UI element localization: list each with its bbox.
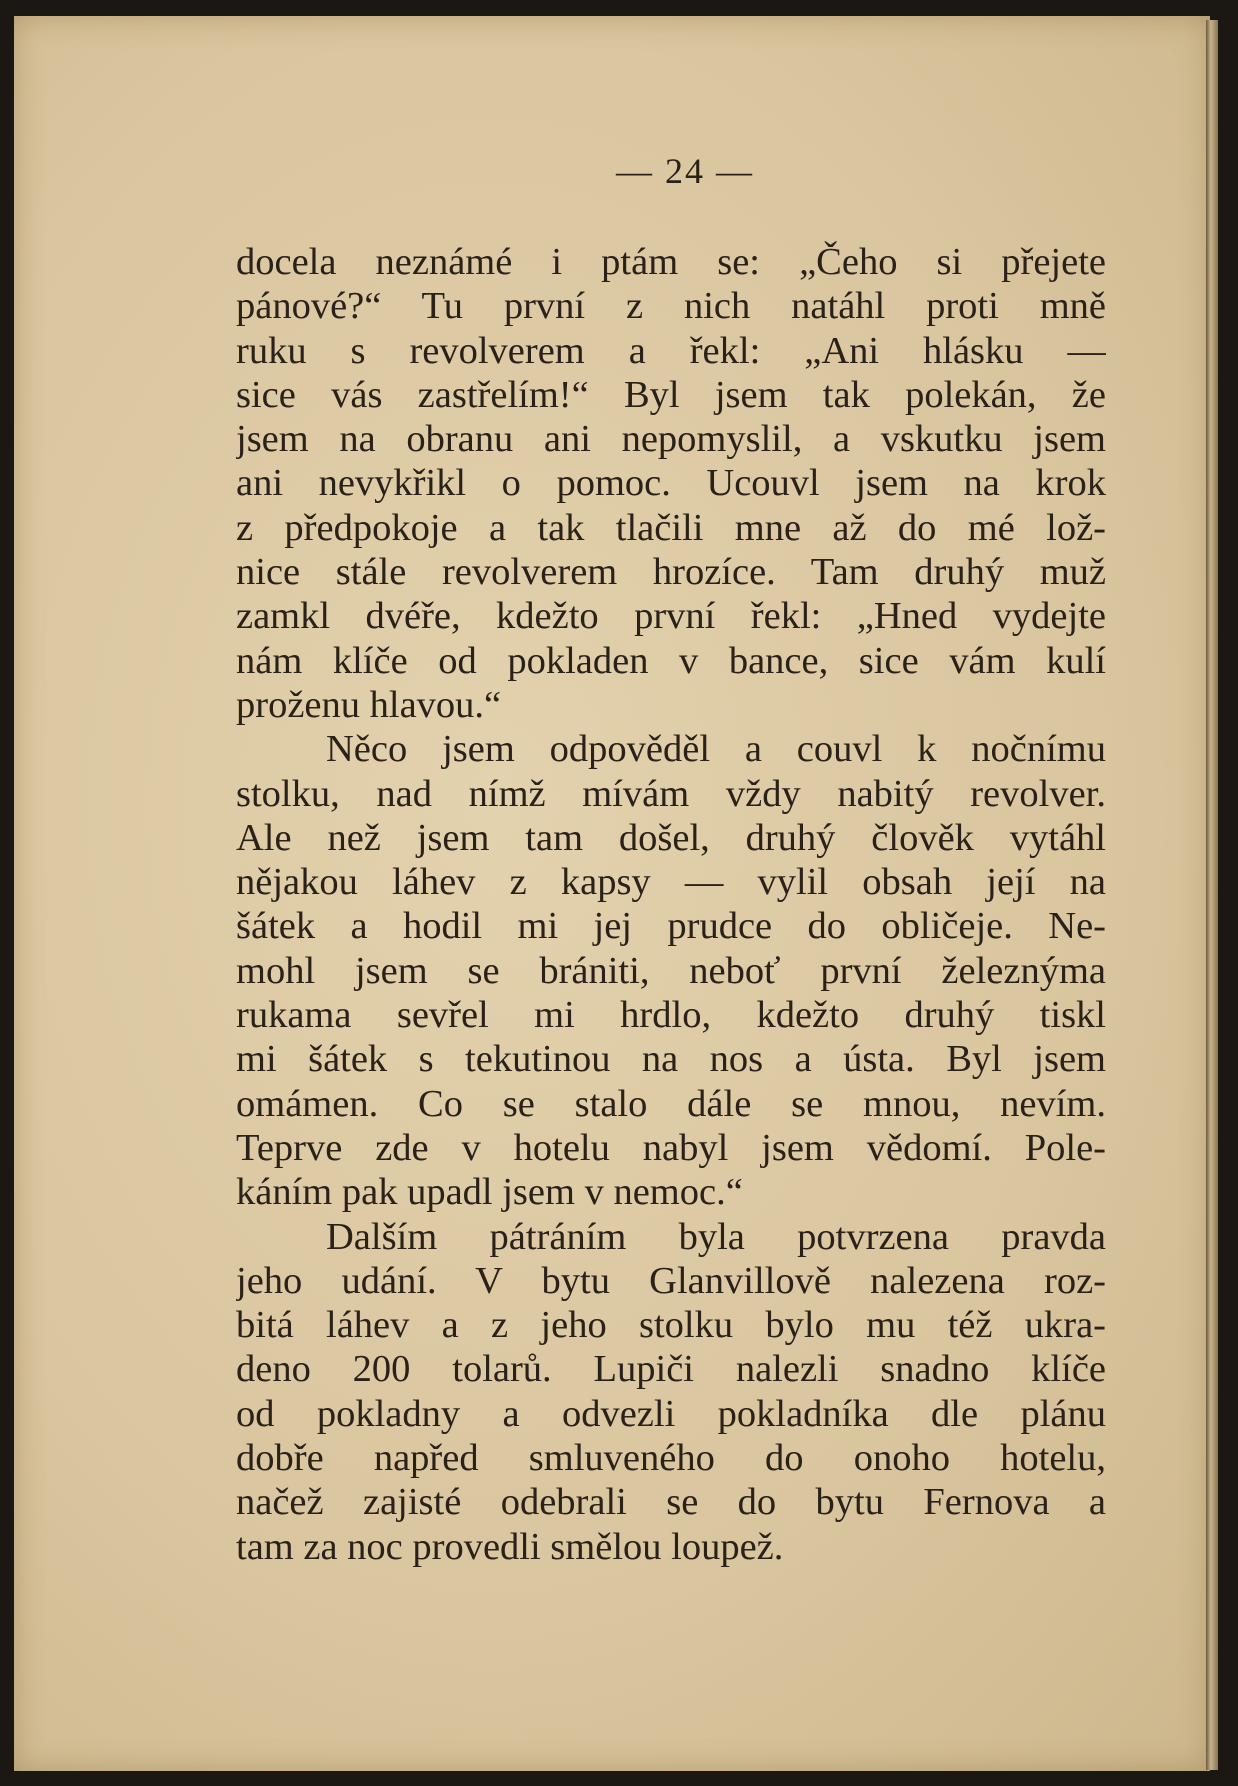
- paragraph: [236, 240, 1106, 727]
- text-line: Něco jsem odpověděl a couvl k nočnímu: [326, 728, 1106, 771]
- text-line: jsem na obranu ani nepomyslil, a vskutku jsem: [236, 418, 1106, 461]
- text-line: Teprve zde v hotelu nabyl jsem vědomí. Pole-: [236, 1126, 1106, 1169]
- page-number: — 24 —: [616, 151, 754, 191]
- text-line: omámen. Co se stalo dále se mnou, nevím.: [236, 1082, 1106, 1125]
- text-line: mohl jsem se brániti, neboť první železnýma: [236, 949, 1106, 992]
- text-line: dobře napřed smluveného do onoho hotelu,: [236, 1437, 1106, 1480]
- text-line: šátek a hodil mi jej prudce do obličeje. Ne-: [236, 905, 1106, 948]
- text-line: jeho udání. V bytu Glanvillově nalezena roz-: [236, 1259, 1106, 1302]
- text-line: tam za noc provedli smělou loupež.: [236, 1525, 784, 1568]
- text-line: bitá láhev a z jeho stolku bylo mu též ukra-: [236, 1304, 1106, 1347]
- text-line: docela neznámé i ptám se: „Čeho si přejete: [236, 241, 1106, 283]
- text-line: ruku s revolverem a řekl: „Ani hlásku —: [236, 329, 1106, 372]
- text-line: zamkl dvéře, kdežto první řekl: „Hned vydejte: [236, 595, 1106, 638]
- text-line: načež zajisté odebrali se do bytu Fernova a: [236, 1481, 1106, 1524]
- text-line: mi šátek s tekutinou na nos a ústa. Byl jsem: [236, 1038, 1106, 1081]
- paragraph: [236, 1215, 1106, 1569]
- text-line: z předpokoje a tak tlačili mne až do mé lož-: [236, 506, 1106, 549]
- text-line: od pokladny a odvezli pokladníka dle plánu: [236, 1392, 1106, 1435]
- page-edge: [1206, 20, 1218, 1770]
- text-line: ani nevykřikl o pomoc. Ucouvl jsem na krok: [236, 462, 1106, 505]
- text-line: nám klíče od pokladen v bance, sice vám kulí: [236, 639, 1106, 682]
- text-line: Ale než jsem tam došel, druhý člověk vytáhl: [236, 816, 1106, 859]
- paragraph: [236, 727, 1106, 1214]
- text-line: nějakou láhev z kapsy — vylil obsah její na: [236, 861, 1106, 904]
- text-line: pánové?“ Tu první z nich natáhl proti mně: [236, 285, 1106, 328]
- text-line: nice stále revolverem hrozíce. Tam druhý muž: [236, 551, 1106, 594]
- text-line: sice vás zastřelím!“ Byl jsem tak polekán, že: [236, 373, 1106, 416]
- text-line: rukama sevřel mi hrdlo, kdežto druhý tiskl: [236, 994, 1106, 1037]
- text-line: Dalším pátráním byla potvrzena pravda: [326, 1215, 1106, 1258]
- text-line: káním pak upadl jsem v nemoc.“: [236, 1171, 743, 1214]
- text-line: stolku, nad nímž mívám vždy nabitý revolver.: [236, 772, 1106, 815]
- text-line: deno 200 tolarů. Lupiči nalezli snadno klíče: [236, 1348, 1106, 1391]
- body-text: [236, 240, 1106, 1569]
- text-line: proženu hlavou.“: [236, 683, 502, 726]
